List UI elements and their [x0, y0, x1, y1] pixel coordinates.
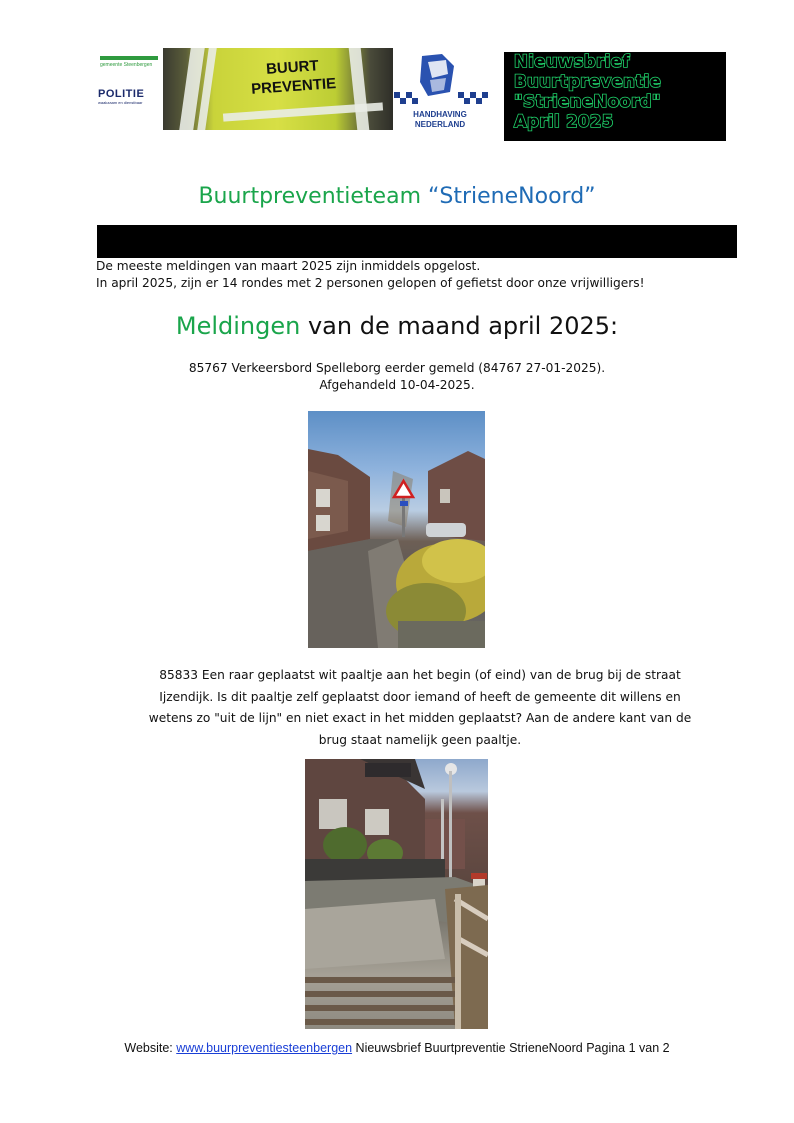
politie-word: POLITIE: [98, 88, 145, 100]
gemeente-steenbergen-logo: [100, 56, 160, 76]
photo-verkeersbord-street: [308, 411, 485, 648]
intro-text: De meeste meldingen van maart 2025 zijn inmiddels opgelost. In april 2025, zijn er 14 rondes met 2 personen gelopen of gefietst door onze vrijwilligers!: [96, 259, 645, 290]
buurtpreventie-vest-photo: [163, 48, 393, 130]
politie-tagline: waakzaam en dienstbaar: [98, 100, 143, 105]
politie-logo: [98, 88, 160, 105]
footer: Website: www.buurpreventiesteenbergen Nieuwsbrief Buurtpreventie StrieneNoord Pagina 1 van 2: [124, 1041, 670, 1055]
nieuwsbrief-title-box: [504, 52, 726, 141]
website-link[interactable]: www.buurpreventiesteenbergen: [176, 1041, 353, 1055]
handhaving-shield-icon: [392, 52, 488, 108]
photo-brug-paaltje: [305, 759, 488, 1029]
handhaving-nederland-logo: [392, 52, 488, 132]
nieuwsbrief-title-text: Nieuwsbrief Buurtpreventie "StrieneNoord" April 2025: [514, 52, 662, 131]
vest-text: BUURT PREVENTIE: [250, 57, 337, 98]
team-title: Buurtpreventieteam “StrieneNoord”: [198, 184, 596, 209]
gemeente-text: gemeente Steenbergen: [100, 62, 153, 68]
melding-85767: 85767 Verkeersbord Spelleborg eerder gemeld (84767 27-01-2025). Afgehandeld 10-04-2025.: [188, 361, 606, 392]
redacted-bar: [97, 225, 737, 258]
handhaving-text: HANDHAVING NEDERLAND: [413, 110, 467, 129]
melding-85833: 85833 Een raar geplaatst wit paaltje aan het begin (of eind) van de brug bij de straat Ijzendijk. Is dit paaltje zelf geplaatst door iemand of heeft de gemeente dit willens en wetens zo "uit de lijn" en niet exact in het midden geplaatst? Aan de andere kant van de brug staat namelijk geen paaltje.: [148, 668, 692, 747]
meldingen-heading: Meldingen van de maand april 2025:: [175, 312, 619, 340]
